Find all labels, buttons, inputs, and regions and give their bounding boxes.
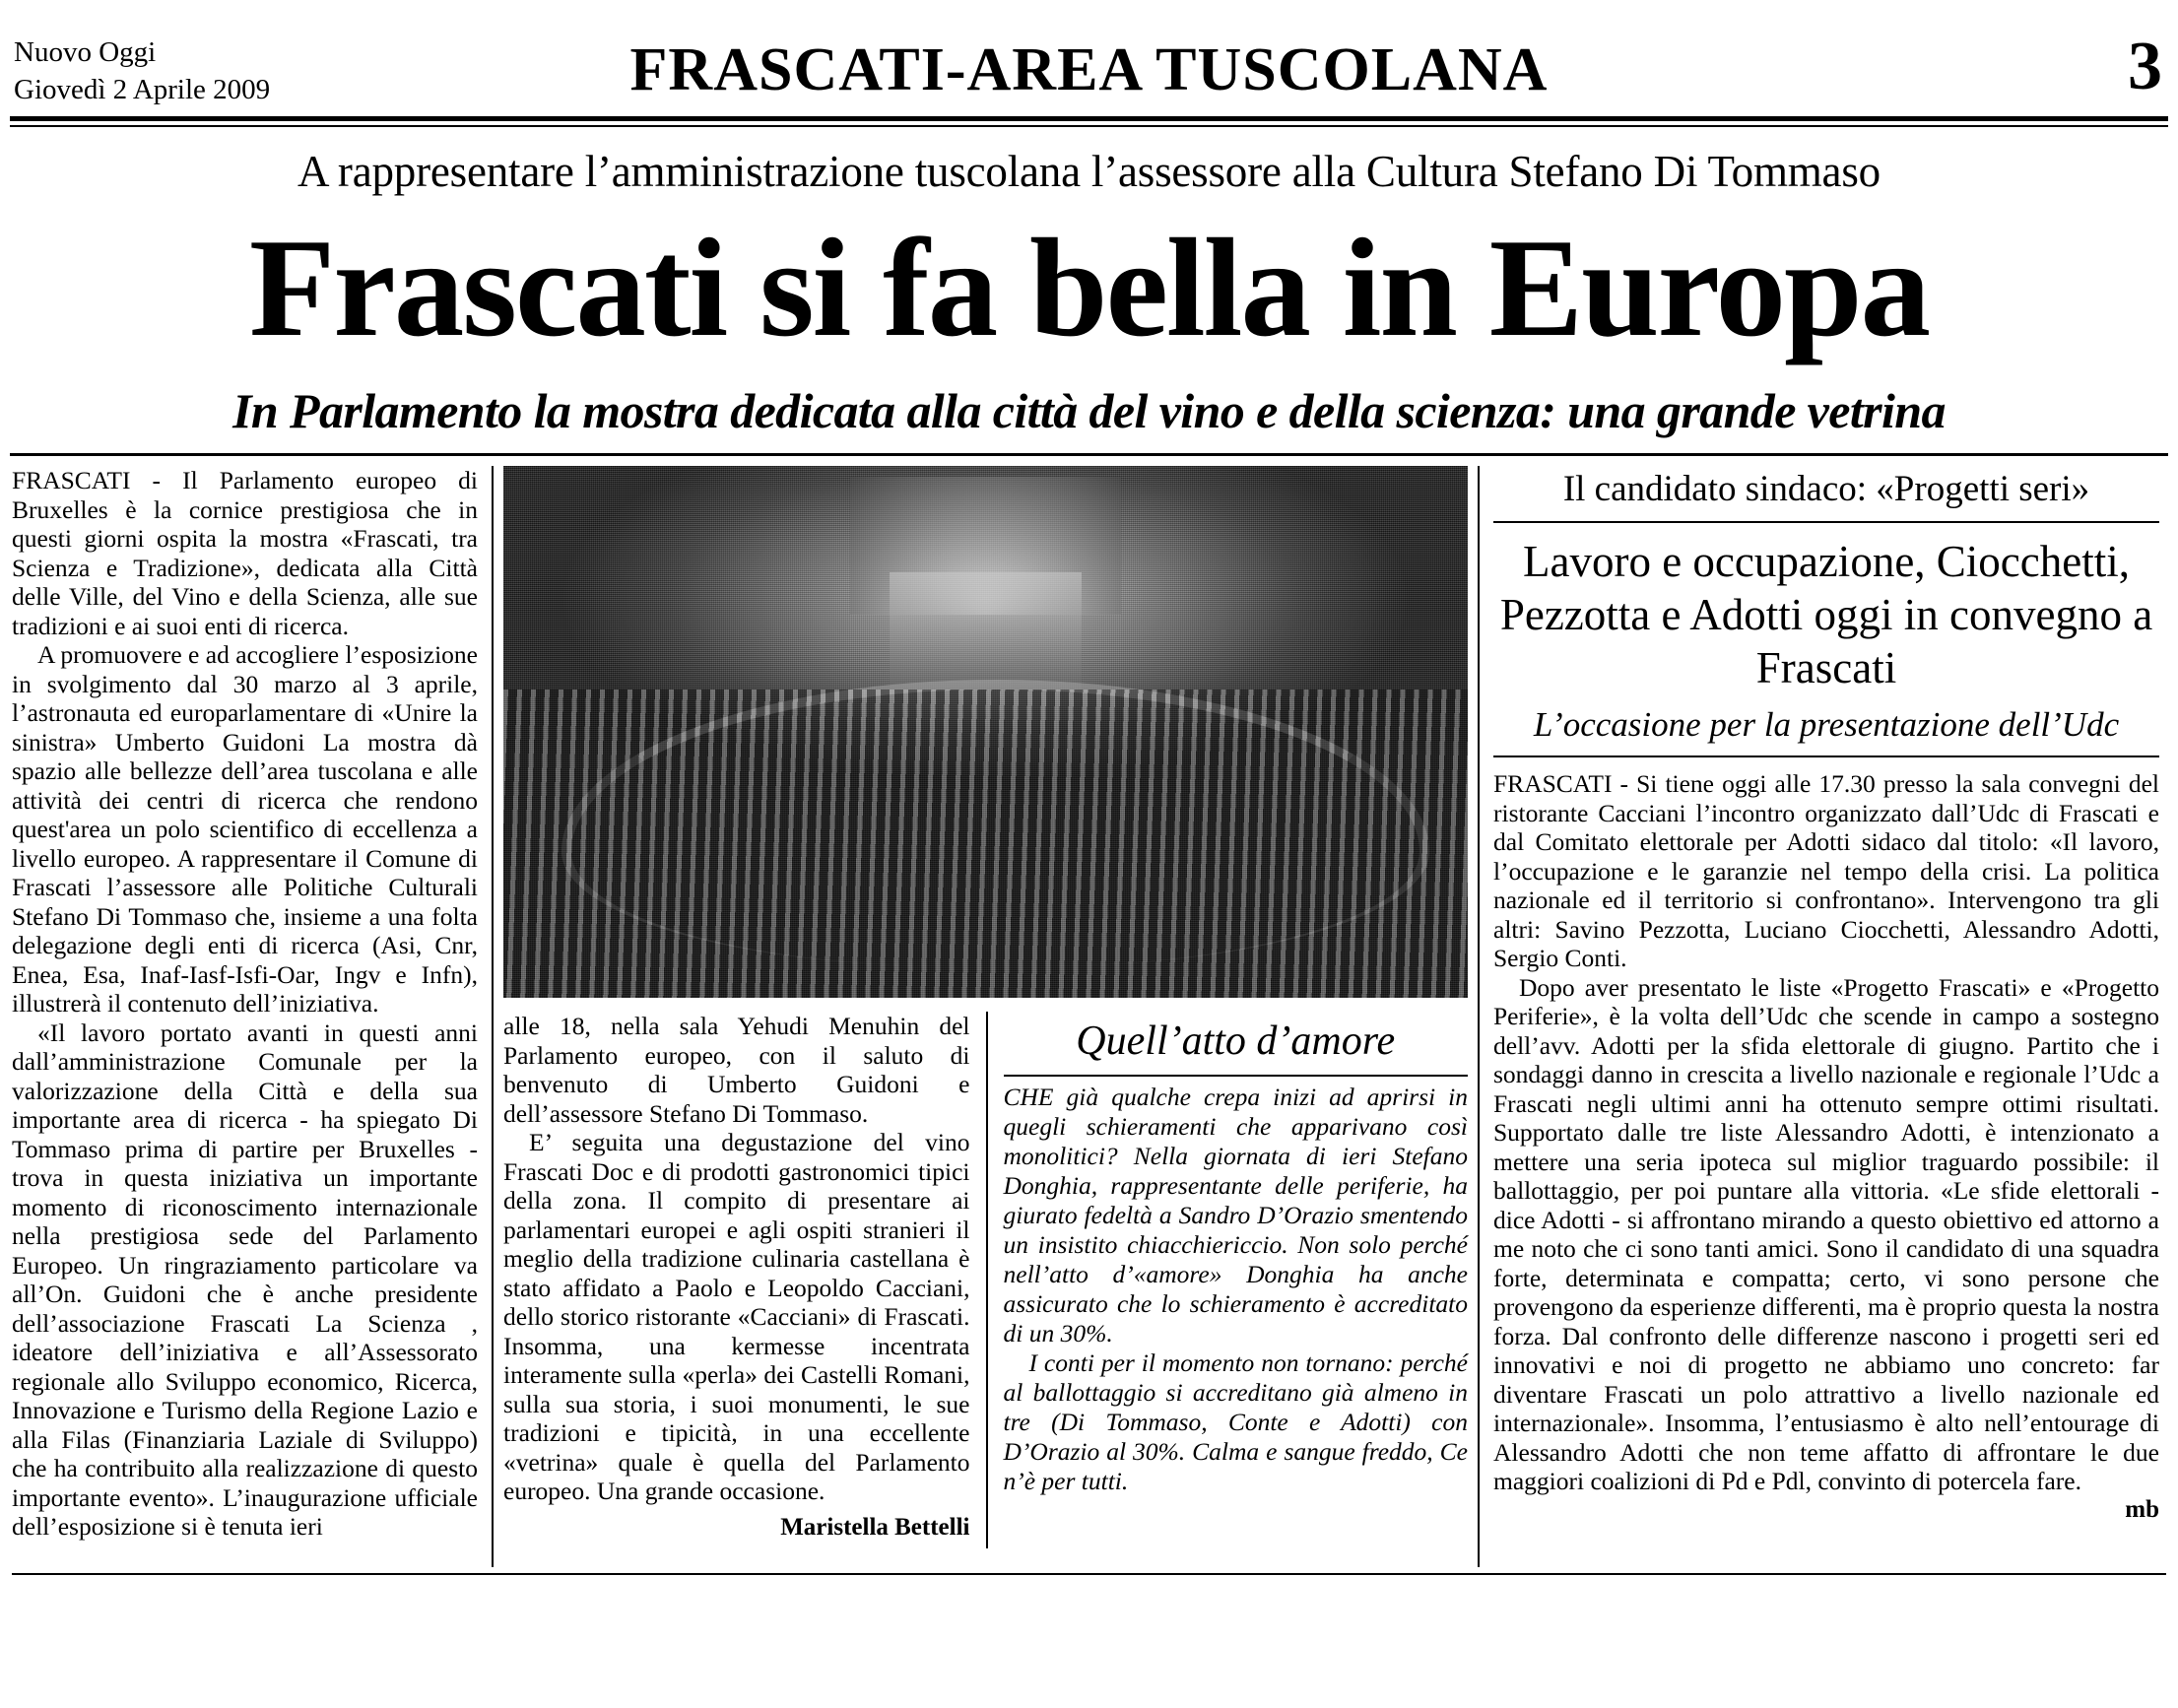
- right-article-kicker: Il candidato sindaco: «Progetti seri»: [1562, 469, 2090, 509]
- masthead: [0, 0, 2178, 116]
- masthead-rule-thick: [10, 116, 2168, 121]
- sidebar-box-rule: [1004, 1075, 1469, 1077]
- paragraph: A promuovere e ad accogliere l’esposizione in svolgimento dal 30 marzo al 3 aprile, l’astronauta ed europarlamentare di «Unire la sinistra» Umberto Guidoni La mostra dà spazio alle bellezze dell’area tuscolana e alle attività dei centri di ricerca che rendono quest'area un polo scientifico di eccellenza a livello europeo. A rappresentare il Comune di Frascati l’assessore alle Politiche Culturali Stefano Di Tommaso che, insieme a una folta delegazione degli enti di ricerca (Asi, Cnr, Enea, Esa, Inaf-Iasf-Isfi-Oar, Ingv e Infn), illustrerà il contenuto dell’iniziativa.: [12, 640, 478, 1018]
- middle-subcolumns: [503, 1012, 1468, 1548]
- headline-block: [0, 127, 2178, 439]
- lead-headline: Frascati si fa bella in Europa: [248, 210, 1930, 365]
- paragraph: FRASCATI - Il Parlamento europeo di Bruxelles è la cornice prestigiosa che in questi giorni ospita la mostra «Frascati, tra Scienza e Tradizione», dedicata alla Città delle Ville, del Vino e della Scienza, alle sue tradizioni e ai suoi enti di ricerca.: [12, 466, 478, 640]
- right-article-headline: Lavoro e occupazione, Ciocchetti, Pezzotta e Adotti oggi in convegno a Frascati: [1499, 537, 2153, 692]
- sidebar-box: [986, 1012, 1469, 1548]
- paragraph: Dopo aver presentato le liste «Progetto Frascati» e «Progetto Periferie», è la volta dell’Udc che scende in campo a sostegno dell’avv. Adotti per la sfida elettorale di giugno. Partito che i sondaggi danno in crescita a livello nazionale e regionale l’Udc a Frascati negli ultimi anni ha ottenuto sempre ottimi risultati. Supportato dalle tre liste Alessandro Adotti, è intenzionato a mettere una seria ipoteca sul miglior traguardo possibile: il ballottaggio, per poi puntare alla vittoria. «Le sfide elettorali - dice Adotti - si affrontano mirando a questo obiettivo ed attorno a me noto che ci sono tanti amici. Sono il candidato di una squadra forte, determinata e compatta; certo, vi sono persone che provengono da esperienze differenti, ma è proprio questa la nostra forza. Dal confronto delle differenze nascono i progetti seri ed innovativi e noi di progetto ne abbiamo uno concreto: far diventare Frascati un polo attrattivo a livello nazionale ed internazionale». Insomma, l’entusiasmo è alto nell’entourage di Alessandro Adotti che non teme affatto di affrontare le due maggiori coalizioni di Pd e Pdl, convinto di potercela fare.: [1493, 972, 2159, 1495]
- headline-rule: [10, 453, 2168, 456]
- section-title: FRASCATI-AREA TUSCOLANA: [629, 36, 1549, 103]
- paragraph: alle 18, nella sala Yehudi Menuhin del Parlamento europeo, con il saluto di benvenuto di Umberto Guidoni e dell’assessore Stefano Di Tommaso.: [503, 1012, 970, 1128]
- right-rule-bottom: [1493, 755, 2159, 757]
- paper-name: Nuovo Oggi: [14, 36, 157, 68]
- paragraph: E’ seguita una degustazione del vino Frascati Doc e di prodotti gastronomici tipici della zona. Il compito di presentare ai parlamentari europei e agli ospiti stranieri il meglio della tradizione culinaria castellana è stato affidato a Paolo e Leopoldo Cacciani, dello storico ristorante «Cacciani» di Frascati. Insomma, una kermesse incentrata interamente sulla «perla» dei Castelli Romani, sulla sua storia, i suoi monumenti, le sue tradizioni e tipicità, in una eccellente «vetrina» quale è quella del Parlamento europeo. Una grande occasione.: [503, 1128, 970, 1505]
- paragraph: CHE già qualche crepa inizi ad aprirsi in quegli schieramenti che apparivano così monolitici? Nella giornata di ieri Stefano Donghia, rappresentante delle periferie, ha giurato fedeltà a Sandro D’Orazio smentendo un insistito chiacchiericcio. Non solo perché nell’atto d’«amore» Donghia ha anche assicurato che lo schieramento è accreditato di un 30%.: [1003, 1083, 1468, 1347]
- paragraph: I conti per il momento non tornano: perché al ballottaggio si accreditano già almeno in tre (Di Tommaso, Conte e Adotti) con D’Orazio al 30%. Calma e sangue freddo, Ce n’è per tutti.: [1003, 1348, 1468, 1495]
- photo-european-parliament: [503, 466, 1468, 998]
- page-number: 3: [2128, 29, 2162, 104]
- sidebar-box-title: Quell’atto d’amore: [1076, 1018, 1396, 1064]
- page-bottom-rule: [12, 1573, 2166, 1575]
- photo-stage-detail: [890, 572, 1083, 690]
- column-middle: [492, 466, 1480, 1567]
- paragraph: FRASCATI - Si tiene oggi alle 17.30 presso la sala convegni del ristorante Cacciani l’incontro organizzato dall’Udc di Frascati e dal Comitato elettorale per Adotti sidaco dal titolo: «Il lavoro, l’occupazione e le garanzie nel tempo della crisi. La politica nazionale ed il territorio si confrontano». Intervengono tra gli altri: Savino Pezzotta, Luciano Ciocchetti, Alessandro Adotti, Sergio Conti.: [1493, 769, 2159, 972]
- body-area: [12, 466, 2166, 1567]
- column-middle-a: [503, 1012, 986, 1548]
- column-left: [12, 466, 492, 1567]
- right-article-subhead: L’occasione per la presentazione dell’Udc: [1533, 705, 2120, 744]
- right-rule-top: [1493, 521, 2159, 523]
- lead-subhead: In Parlamento la mostra dedicata alla città del vino e della scienza: una grande vetrina: [232, 383, 1946, 438]
- photo-seating-detail: [503, 690, 1468, 998]
- column-right: [1480, 466, 2159, 1567]
- issue-date: Giovedì 2 Aprile 2009: [14, 74, 271, 105]
- author-initials: mb: [2125, 1495, 2159, 1523]
- byline: Maristella Bettelli: [780, 1513, 970, 1541]
- paragraph: «Il lavoro portato avanti in questi anni dall’amministrazione Comunale per la valorizzazione della Città e della sua importante area di ricerca - ha spiegato Di Tommaso prima di partire per Bruxelles - trova in questa iniziativa un importante momento di riconoscimento internazionale nella prestigiosa sede del Parlamento Europeo. Un ringraziamento particolare va all’On. Guidoni che è anche presidente dell’associazione Frascati La Scienza , ideatore dell’iniziativa e all’Assessorato regionale allo Sviluppo economico, Ricerca, Innovazione e Turismo della Regione Lazio e alla Filas (Finanziaria Laziale di Sviluppo) che ha contribuito alla realizzazione di questo importante evento». L’inaugurazione ufficiale dell’esposizione si è tenuta ieri: [12, 1018, 478, 1541]
- lead-kicker: A rappresentare l’amministrazione tuscolana l’assessore alla Cultura Stefano Di Tommaso: [297, 147, 1881, 196]
